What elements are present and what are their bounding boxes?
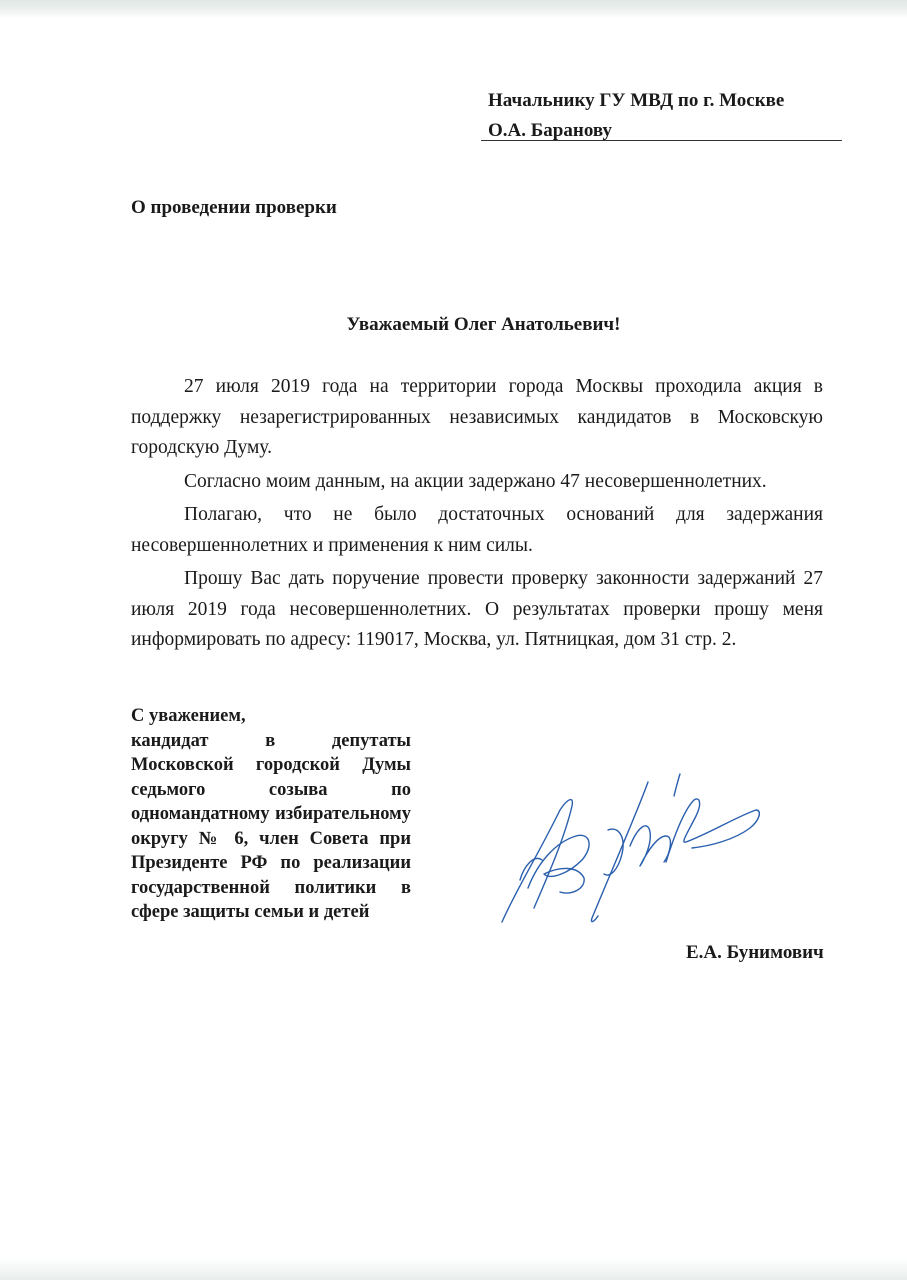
closing-regards: С уважением,: [131, 706, 246, 726]
letter-subject: О проведении проверки: [131, 197, 337, 218]
signer-title: кандидат в депутаты Московской городской Думы седьмого созыва по одномандатному избирательному округу № 6, член Совета при Президенте РФ по реализации государственной политики в сфере защиты семьи и детей: [131, 730, 411, 922]
body-paragraph: Прошу Вас дать поручение провести проверку законности задержаний 27 июля 2019 года несовершеннолетних. О результатах проверки прошу меня информировать по адресу: 119017, Москва, ул. Пятницкая, дом 31 стр. 2.: [131, 568, 823, 650]
body-paragraph: 27 июля 2019 года на территории города Москвы проходила акция в поддержку незарегистрированных независимых кандидатов в Московскую городскую Думу.: [131, 376, 823, 458]
scan-edge-bottom: [0, 1258, 907, 1280]
addressee-name: О.А. Баранову: [488, 120, 612, 141]
letter-body: [131, 372, 823, 659]
salutation: Уважаемый Олег Анатольевич!: [346, 314, 621, 335]
handwritten-signature: [498, 770, 763, 930]
addressee-position: Начальнику ГУ МВД по г. Москве: [488, 90, 785, 111]
scan-edge-top: [0, 0, 907, 18]
body-paragraph: Полагаю, что не было достаточных оснований для задержания несовершеннолетних и применения к ним силы.: [131, 504, 823, 556]
addressee-block: [488, 86, 784, 146]
addressee-underline: [481, 140, 842, 141]
signer-name: Е.А. Бунимович: [686, 942, 824, 963]
closing-block: [131, 704, 411, 925]
body-paragraph: Согласно моим данным, на акции задержано 47 несовершеннолетних.: [184, 470, 767, 492]
